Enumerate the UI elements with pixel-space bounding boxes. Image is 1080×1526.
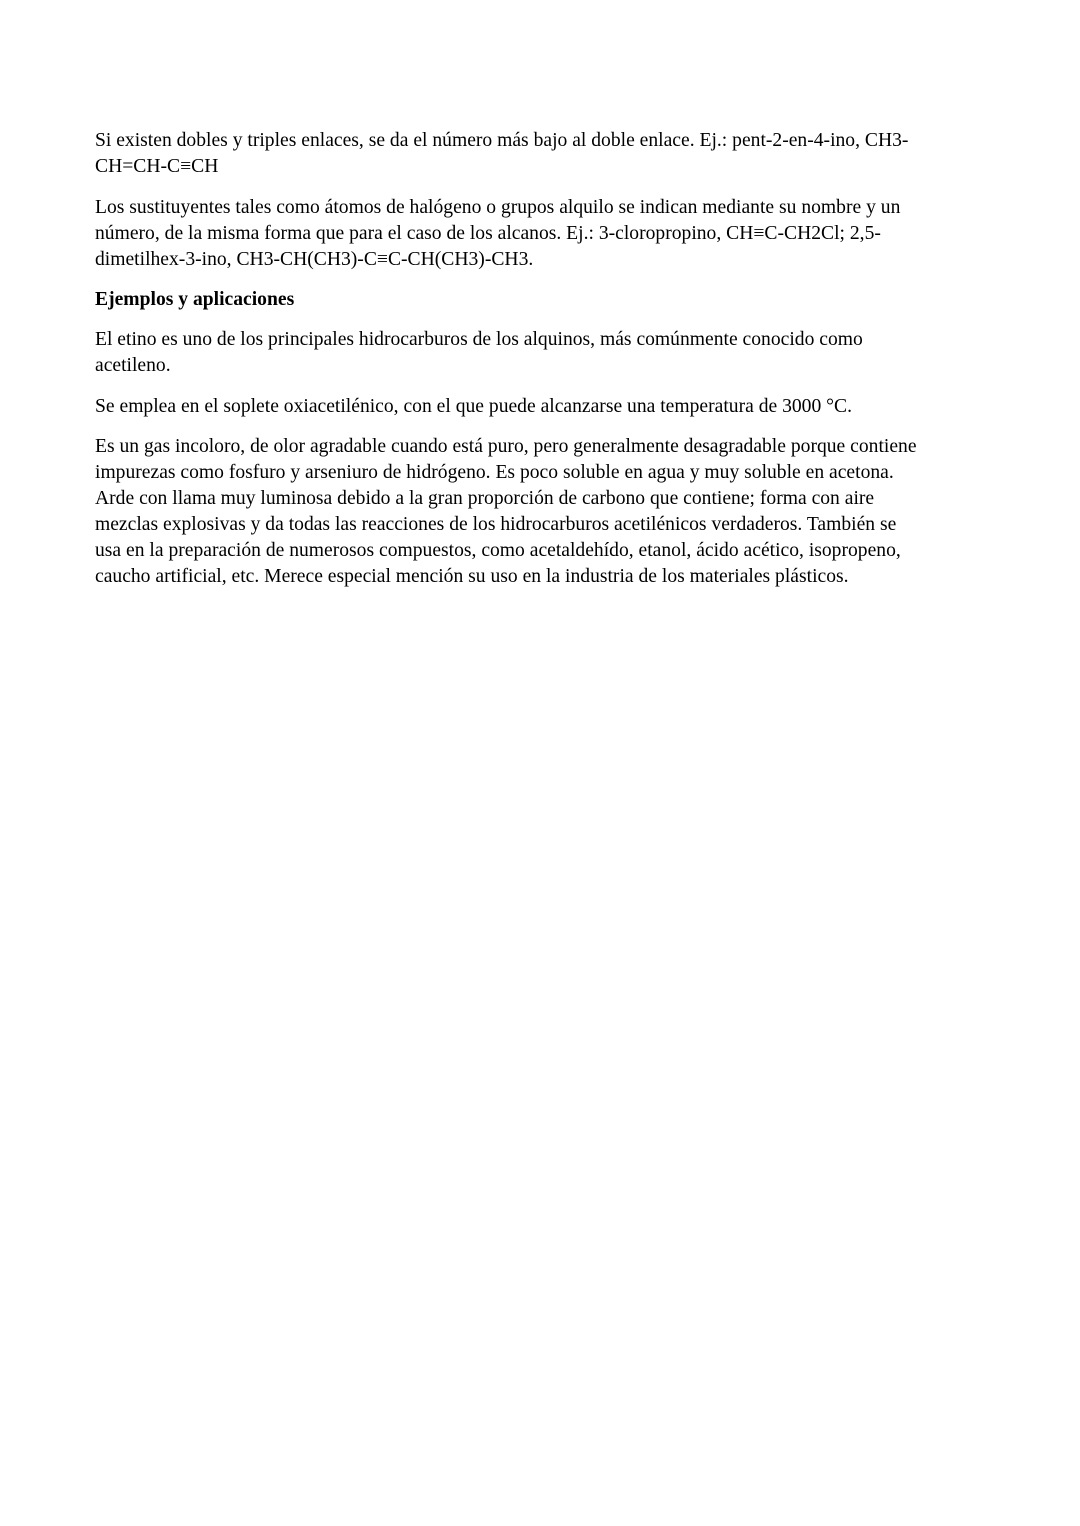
text-line: número, de la misma forma que para el caso de los alcanos. Ej.: 3-cloropropino, CH≡C-CH2Cl; 2,5-	[95, 223, 881, 244]
text-line: dimetilhex-3-ino, CH3-CH(CH3)-C≡C-CH(CH3)-CH3.	[95, 249, 534, 270]
text-line: mezclas explosivas y da todas las reacciones de los hidrocarburos acetilénicos verdaderos. También se	[95, 514, 897, 535]
text-line: Si existen dobles y triples enlaces, se da el número más bajo al doble enlace. Ej.: pent-2-en-4-ino, CH3-	[95, 130, 909, 151]
text-line: Arde con llama muy luminosa debido a la gran proporción de carbono que contiene; forma con aire	[95, 488, 875, 509]
text-line: Se emplea en el soplete oxiacetilénico, con el que puede alcanzarse una temperatura de 3000 °C.	[95, 396, 852, 417]
text-line: Los sustituyentes tales como átomos de halógeno o grupos alquilo se indican mediante su nombre y un	[95, 197, 901, 218]
text-line: El etino es uno de los principales hidrocarburos de los alquinos, más comúnmente conocido como	[95, 329, 863, 350]
text-line: impurezas como fosfuro y arseniuro de hidrógeno. Es poco soluble en agua y muy soluble en acetona.	[95, 462, 894, 483]
paragraph-double-triple-bonds	[95, 128, 908, 180]
paragraph-ethyne-intro	[95, 327, 863, 379]
text-line: caucho artificial, etc. Merece especial mención su uso en la industria de los materiales plásticos.	[95, 566, 849, 587]
text-line: acetileno.	[95, 355, 171, 376]
text-line: Es un gas incoloro, de olor agradable cuando está puro, pero generalmente desagradable porque contiene	[95, 436, 917, 457]
paragraph-gas-properties	[95, 434, 917, 590]
paragraph-oxyacetylene-torch	[95, 394, 852, 420]
text-line: CH=CH-C≡CH	[95, 156, 219, 177]
section-heading-examples: Ejemplos y aplicaciones	[95, 289, 295, 310]
text-line: usa en la preparación de numerosos compuestos, como acetaldehído, etanol, ácido acético, isopropeno,	[95, 540, 901, 561]
paragraph-substituents	[95, 195, 900, 273]
